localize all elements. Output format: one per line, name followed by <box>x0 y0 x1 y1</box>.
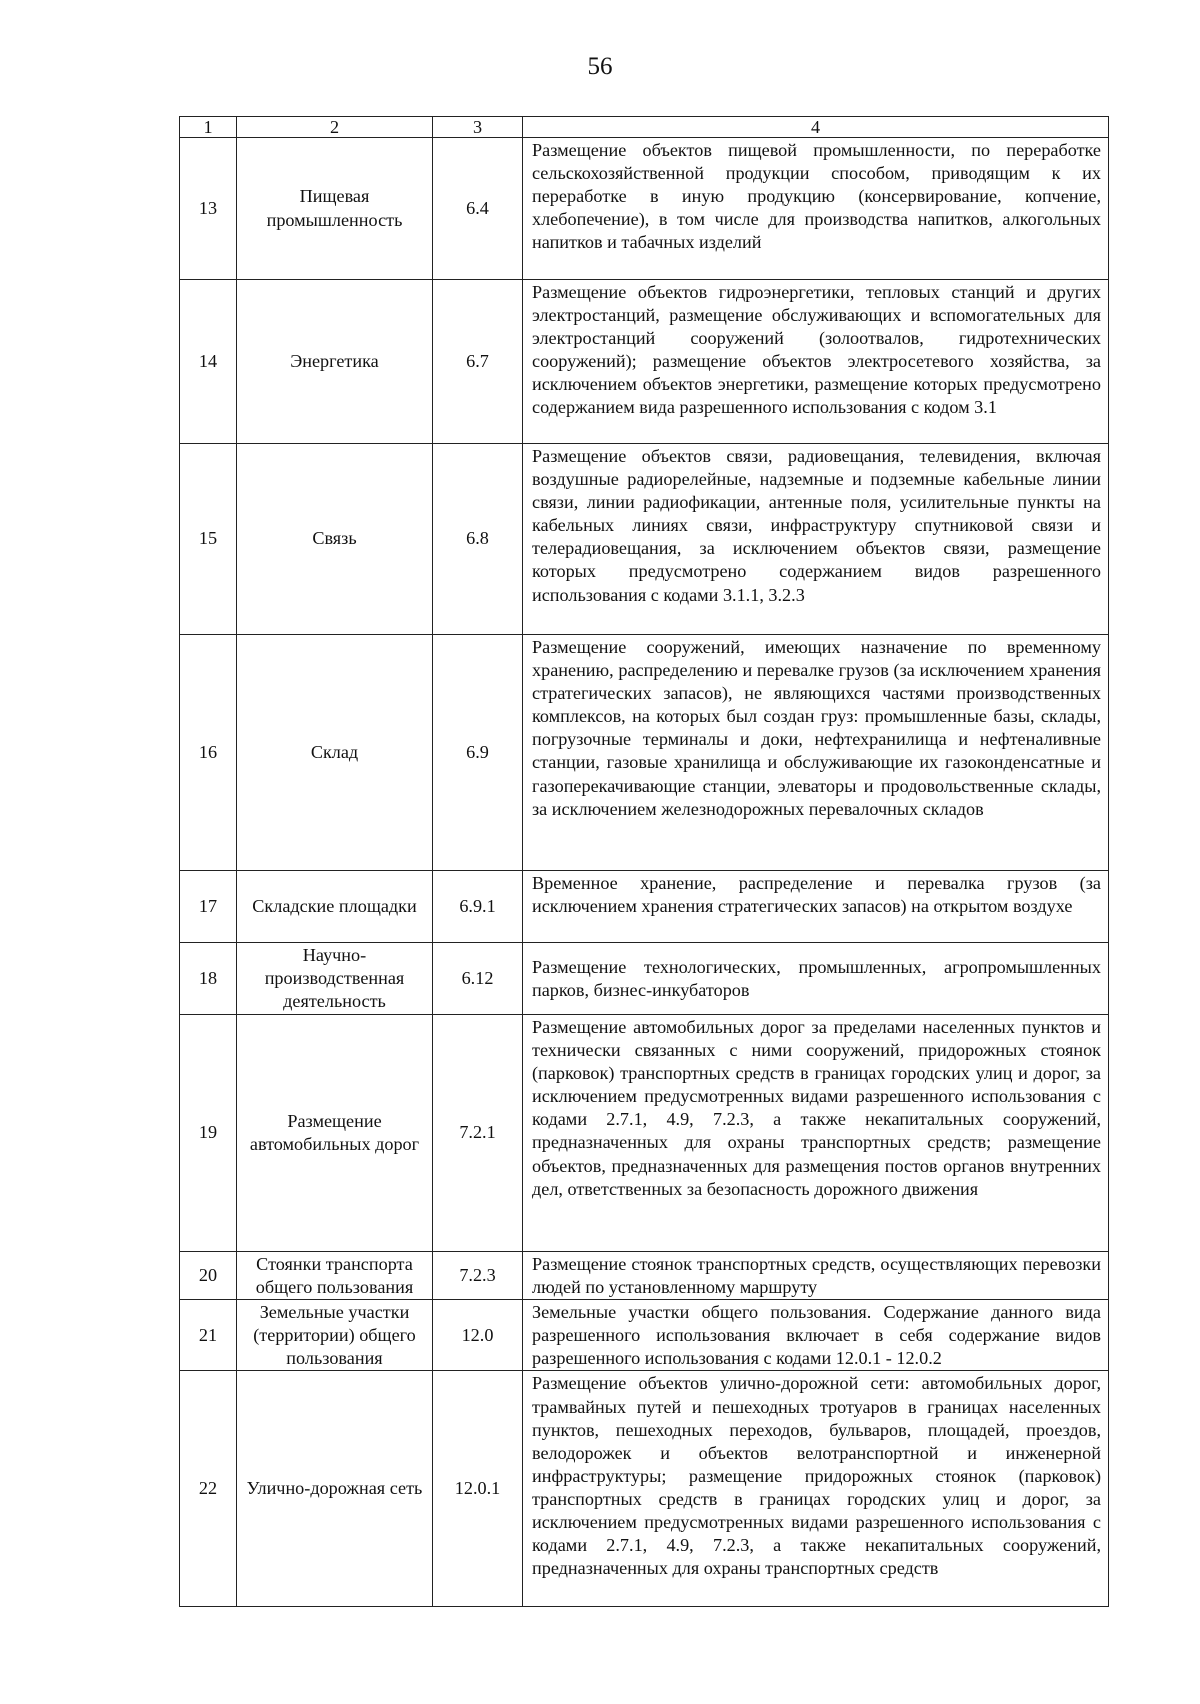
use-type-description: Размещение объектов связи, радиовещания, телевидения, включая воздушные радиорелейные, надземные и подземные кабельные линии связи, линии радиофикации, антенные поля, усилительные пункты на кабельных линиях связи, инфраструктуру спутниковой связи и телерадиовещания, за исключением объектов связи, размещение которых предусмотрено содержанием видов разрешенного использования с кодами 3.1.1, 3.2.3 <box>523 444 1109 635</box>
use-type-name: Стоянки транспорта общего пользования <box>237 1252 433 1300</box>
use-type-description: Размещение сооружений, имеющих назначение по временному хранению, распределению и перевалке грузов (за исключением хранения стратегических запасов), не являющихся частями производственных комплексов, на которых был создан груз: промышленные базы, склады, погрузочные терминалы и доки, нефтехранилища и нефтеналивные станции, газовые хранилища и обслуживающие их газоконденсатные и газоперекачивающие станции, элеваторы и продовольственные склады, за исключением железнодорожных перевалочных складов <box>523 635 1109 871</box>
use-type-code: 7.2.1 <box>433 1015 523 1252</box>
row-number: 19 <box>180 1015 237 1252</box>
row-number: 20 <box>180 1252 237 1300</box>
use-type-code: 6.9 <box>433 635 523 871</box>
use-type-name: Научно-производственная деятельность <box>237 943 433 1015</box>
column-header: 2 <box>237 117 433 138</box>
use-type-code: 6.4 <box>433 138 523 280</box>
use-type-code: 6.8 <box>433 444 523 635</box>
use-type-name: Энергетика <box>237 280 433 444</box>
use-type-name: Размещение автомобильных дорог <box>237 1015 433 1252</box>
use-type-name: Складские площадки <box>237 871 433 943</box>
row-number: 14 <box>180 280 237 444</box>
column-header: 3 <box>433 117 523 138</box>
use-type-code: 12.0 <box>433 1300 523 1371</box>
use-type-code: 6.12 <box>433 943 523 1015</box>
use-type-name: Улично-дорожная сеть <box>237 1371 433 1607</box>
use-type-code: 12.0.1 <box>433 1371 523 1607</box>
table-row <box>180 1371 1109 1607</box>
use-type-code: 6.9.1 <box>433 871 523 943</box>
row-number: 21 <box>180 1300 237 1371</box>
use-type-name: Связь <box>237 444 433 635</box>
row-number: 15 <box>180 444 237 635</box>
table-row <box>180 1252 1109 1300</box>
table-row <box>180 635 1109 871</box>
column-header: 1 <box>180 117 237 138</box>
table-row <box>180 138 1109 280</box>
row-number: 17 <box>180 871 237 943</box>
table-row <box>180 943 1109 1015</box>
column-header: 4 <box>523 117 1109 138</box>
table-row <box>180 444 1109 635</box>
use-type-description: Размещение стоянок транспортных средств, осуществляющих перевозки людей по установленному маршруту <box>523 1252 1109 1300</box>
use-type-name: Пищевая промышленность <box>237 138 433 280</box>
table-row <box>180 280 1109 444</box>
land-use-table <box>179 116 1109 1607</box>
use-type-name: Склад <box>237 635 433 871</box>
use-type-description: Размещение объектов пищевой промышленности, по переработке сельскохозяйственной продукции способом, приводящим к их переработке в иную продукцию (консервирование, копчение, хлебопечение), в том числе для производства напитков, алкогольных напитков и табачных изделий <box>523 138 1109 280</box>
use-type-description: Размещение технологических, промышленных, агропромышленных парков, бизнес-инкубаторов <box>523 943 1109 1015</box>
use-type-description: Размещение объектов гидроэнергетики, тепловых станций и других электростанций, размещение обслуживающих и вспомогательных для электростанций сооружений (золоотвалов, гидротехнических сооружений); размещение объектов электросетевого хозяйства, за исключением объектов энергетики, размещение которых предусмотрено содержанием вида разрешенного использования с кодом 3.1 <box>523 280 1109 444</box>
row-number: 13 <box>180 138 237 280</box>
table-row <box>180 1300 1109 1371</box>
use-type-code: 7.2.3 <box>433 1252 523 1300</box>
use-type-description: Временное хранение, распределение и перевалка грузов (за исключением хранения стратегических запасов) на открытом воздухе <box>523 871 1109 943</box>
row-number: 16 <box>180 635 237 871</box>
use-type-description: Размещение объектов улично-дорожной сети: автомобильных дорог, трамвайных путей и пешеходных тротуаров в границах населенных пунктов, пешеходных переходов, бульваров, площадей, проездов, велодорожек и объектов велотранспортной и инженерной инфраструктуры; размещение придорожных стоянок (парковок) транспортных средств в границах городских улиц и дорог, за исключением предусмотренных видами разрешенного использования с кодами 2.7.1, 4.9, 7.2.3, а также некапитальных сооружений, предназначенных для охраны транспортных средств <box>523 1371 1109 1607</box>
use-type-description: Земельные участки общего пользования. Содержание данного вида разрешенного использования включает в себя содержание видов разрешенного использования с кодами 12.0.1 - 12.0.2 <box>523 1300 1109 1371</box>
use-type-code: 6.7 <box>433 280 523 444</box>
use-type-name: Земельные участки (территории) общего пользования <box>237 1300 433 1371</box>
row-number: 18 <box>180 943 237 1015</box>
page-number: 56 <box>587 53 613 80</box>
table-row <box>180 871 1109 943</box>
use-type-description: Размещение автомобильных дорог за пределами населенных пунктов и технически связанных с ними сооружений, придорожных стоянок (парковок) транспортных средств в границах городских улиц и дорог, за исключением предусмотренных видами разрешенного использования с кодами 2.7.1, 4.9, 7.2.3, а также некапитальных сооружений, предназначенных для охраны транспортных средств; размещение объектов, предназначенных для размещения постов органов внутренних дел, ответственных за безопасность дорожного движения <box>523 1015 1109 1252</box>
table-row <box>180 1015 1109 1252</box>
row-number: 22 <box>180 1371 237 1607</box>
table-header-row <box>180 117 1109 138</box>
